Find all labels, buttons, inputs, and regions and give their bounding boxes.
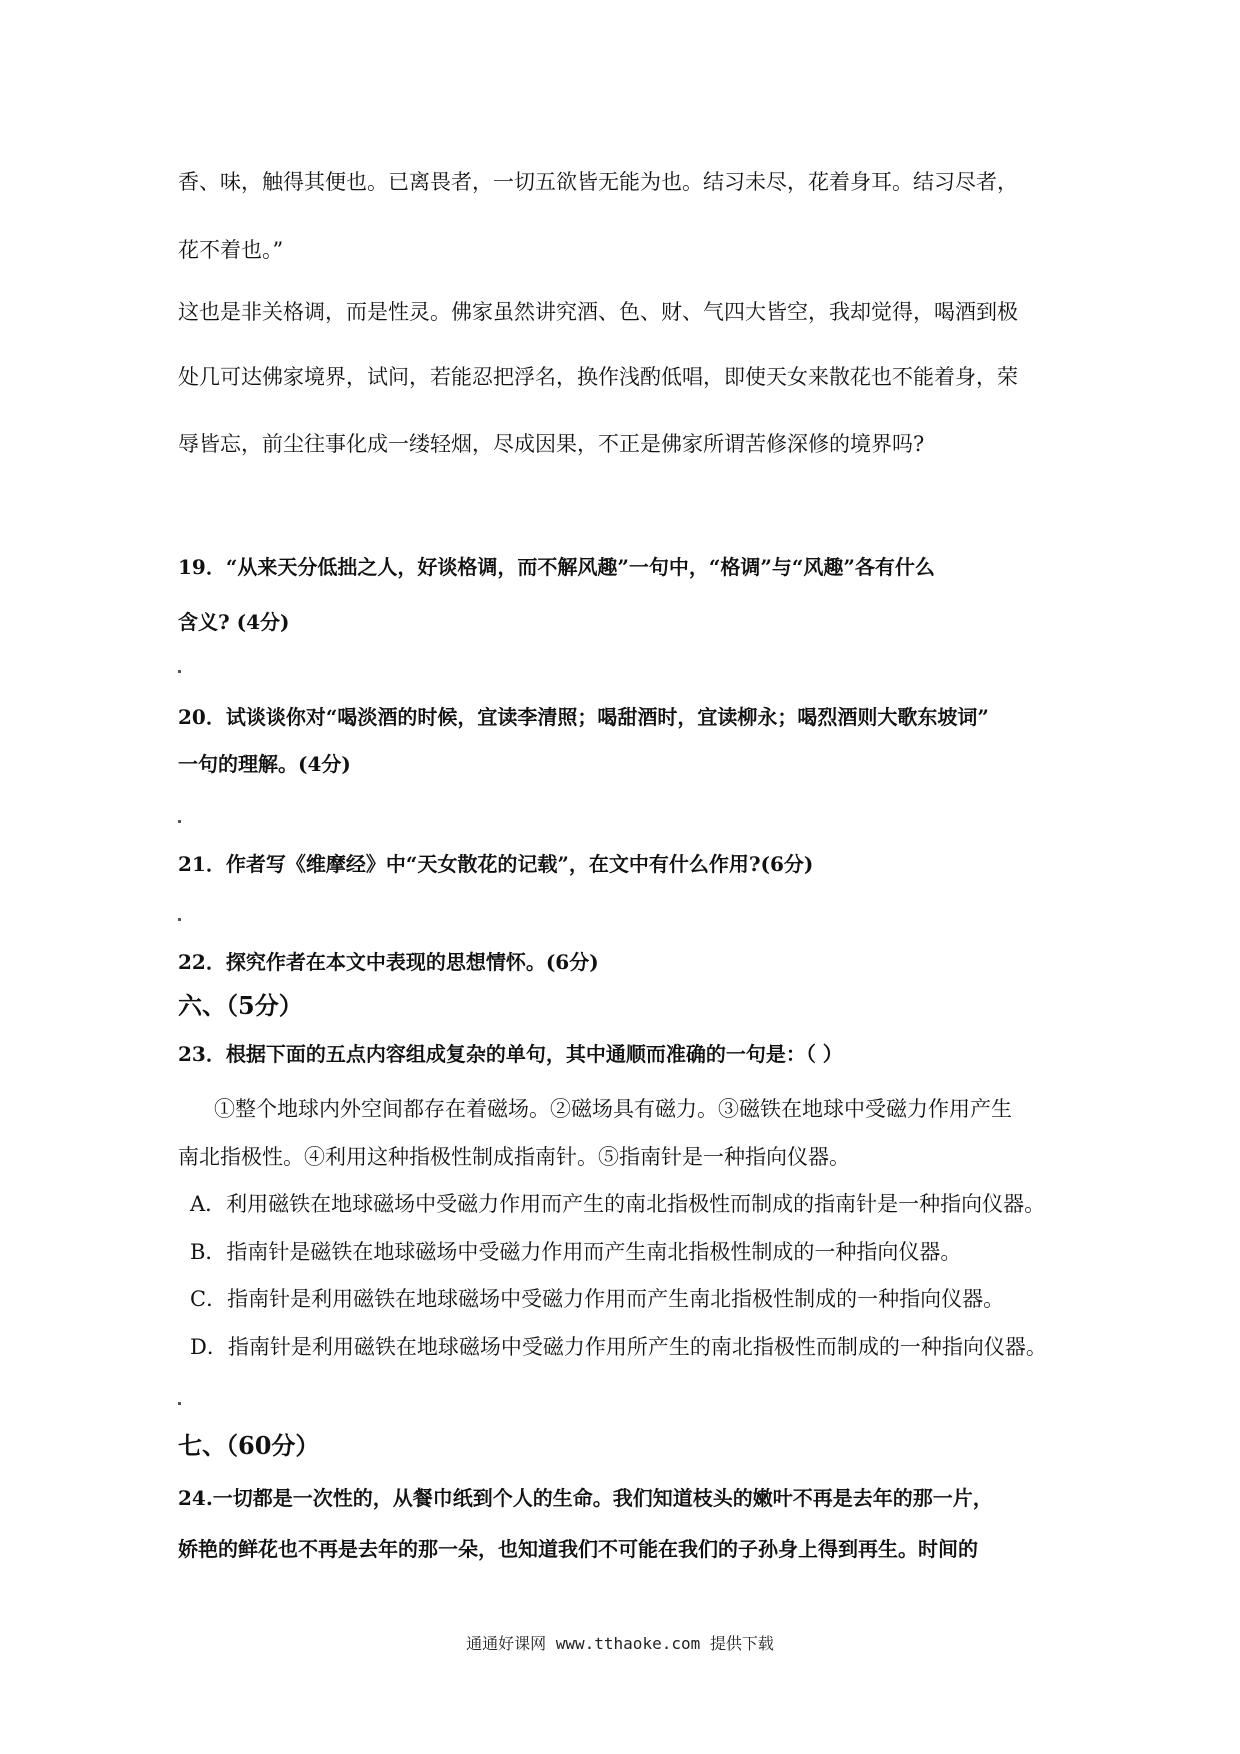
- section-6-heading: 六、（5分）: [178, 991, 303, 1020]
- question-24-cont: 娇艳的鲜花也不再是去年的那一朵，也知道我们不可能在我们的子孙身上得到再生。时间的: [178, 1537, 978, 1561]
- question-22: 22．探究作者在本文中表现的思想情怀。(6分): [178, 950, 599, 974]
- page-footer: 通通好课网 www.tthaoke.com 提供下载: [466, 1634, 774, 1653]
- option-d: D．指南针是利用磁铁在地球磁场中受磁力作用所产生的南北指极性而制成的一种指向仪器。: [190, 1335, 1047, 1359]
- blank-marker: [178, 820, 181, 823]
- question-23-stem-cont: 南北指极性。④利用这种指极性制成指南针。⑤指南针是一种指向仪器。: [178, 1145, 850, 1169]
- passage-line: 这也是非关格调，而是性灵。佛家虽然讲究酒、色、财、气四大皆空，我却觉得，喝酒到极: [178, 300, 1018, 324]
- blank-marker: [178, 670, 181, 673]
- question-20: 20．试谈谈你对“喝淡酒的时候，宜读李清照；喝甜酒时，宜读柳永；喝烈酒则大歌东坡词”: [178, 705, 989, 729]
- option-b: B．指南针是磁铁在地球磁场中受磁力作用而产生南北指极性制成的一种指向仪器。: [190, 1240, 962, 1264]
- question-19: 19．“从来天分低拙之人，好谈格调，而不解风趣”一句中，“格调”与“风趣”各有什么: [178, 555, 935, 579]
- question-23: 23．根据下面的五点内容组成复杂的单句，其中通顺而准确的一句是：（ ）: [178, 1042, 843, 1066]
- section-7-heading: 七、（60分）: [178, 1431, 320, 1460]
- question-24: 24.一切都是一次性的，从餐巾纸到个人的生命。我们知道枝头的嫩叶不再是去年的那一片，: [178, 1486, 993, 1510]
- question-19-cont: 含义? (4分): [178, 610, 290, 634]
- blank-marker: [178, 918, 181, 921]
- option-c: C．指南针是利用磁铁在地球磁场中受磁力作用而产生南北指极性制成的一种指向仪器。: [190, 1287, 1005, 1311]
- passage-line: 处几可达佛家境界，试问，若能忍把浮名，换作浅酌低唱，即使天女来散花也不能着身，荣: [178, 365, 1018, 389]
- question-23-stem: ①整个地球内外空间都存在着磁场。②磁场具有磁力。③磁铁在地球中受磁力作用产生: [214, 1097, 1012, 1121]
- option-a: A．利用磁铁在地球磁场中受磁力作用而产生的南北指极性而制成的指南针是一种指向仪器。: [190, 1192, 1046, 1216]
- passage-line: 花不着也。”: [178, 238, 284, 262]
- blank-marker: [178, 1402, 181, 1405]
- passage-line: 香、味，触得其便也。已离畏者，一切五欲皆无能为也。结习未尽，花着身耳。结习尽者，: [178, 170, 1018, 194]
- passage-line: 辱皆忘，前尘往事化成一缕轻烟，尽成因果，不正是佛家所谓苦修深修的境界吗?: [178, 432, 925, 456]
- question-20-cont: 一句的理解。(4分): [178, 752, 351, 776]
- question-21: 21．作者写《维摩经》中“天女散花的记载”，在文中有什么作用?(6分): [178, 852, 814, 876]
